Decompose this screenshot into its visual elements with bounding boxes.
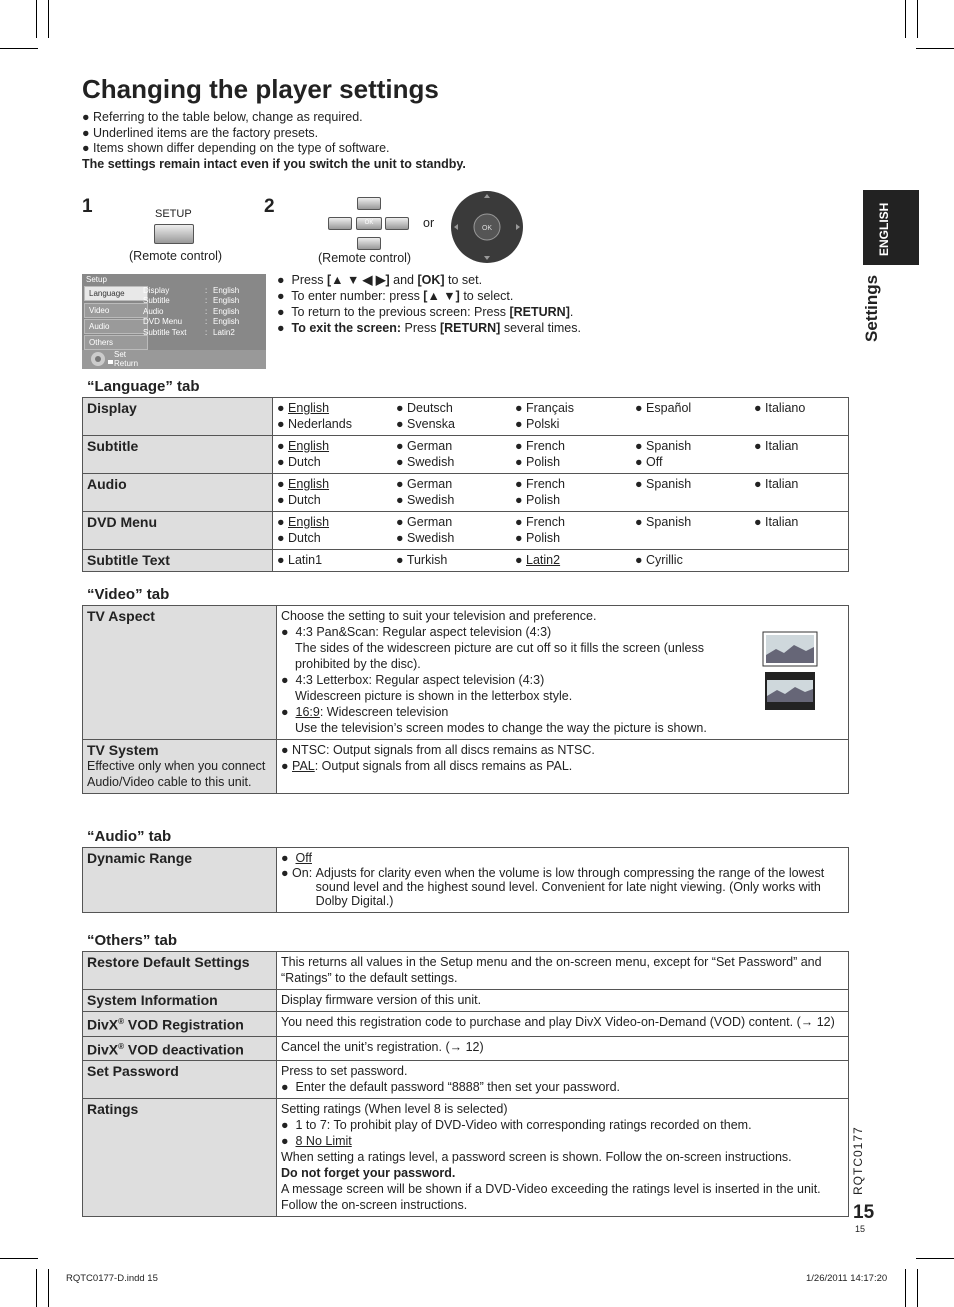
option-text: ● NTSC: Output signals from all discs remains as NTSC. [281, 742, 844, 758]
osd-key: Audio [143, 306, 164, 316]
setting-desc: Press to set password. ● Enter the default password “8888” then set your password. [277, 1061, 849, 1099]
remote-caption: (Remote control) [129, 249, 223, 263]
option-item: ● Dutch [277, 531, 321, 545]
option-desc: Widescreen picture is shown in the letterbox style. [295, 689, 573, 703]
remote-caption: (Remote control) [318, 251, 412, 265]
option-item: ● English [277, 515, 330, 529]
ok-button-illustration: OK [356, 217, 382, 230]
crop-mark [0, 48, 38, 49]
crop-mark [905, 1269, 906, 1307]
option-item: ● Polish [515, 531, 561, 545]
crop-mark [917, 0, 918, 38]
or-text: or [423, 216, 435, 230]
setting-options [273, 436, 849, 474]
option-item: ● English [277, 401, 330, 415]
setting-name: Dynamic Range [83, 848, 277, 913]
setting-name: DVD Menu [83, 512, 273, 550]
language-side-tab: ENGLISH [863, 190, 919, 265]
osd-key: Display [143, 286, 170, 295]
option-item: ● Latin1 [277, 553, 323, 567]
osd-header: Setup [86, 275, 107, 284]
osd-key: Subtitle [143, 296, 170, 306]
setting-desc: You need this registration code to purchase and play DivX Video-on-Demand (VOD) content. (→ 12) [277, 1012, 849, 1037]
letterbox-tv-icon [765, 672, 815, 710]
table-row [83, 990, 849, 1012]
table-row [83, 952, 849, 990]
intro-bullet: ● Underlined items are the factory presets. [82, 126, 466, 142]
table-row [83, 474, 849, 512]
option-item: ● Svenska [396, 417, 455, 431]
instructions [277, 272, 581, 336]
video-table [82, 605, 849, 794]
table-row [83, 1012, 849, 1037]
option-text: ● 4:3 Pan&Scan: Regular aspect television (4:3) [281, 625, 552, 639]
osd-value: English [213, 286, 240, 295]
setup-button-illustration [154, 224, 194, 244]
step-number: 1 [82, 196, 93, 217]
setting-name: Display [83, 398, 273, 436]
option-item: ● French [515, 439, 565, 453]
option-item: ● Spanish [635, 515, 692, 529]
osd-colon: : [205, 327, 208, 337]
osd-menu-item: Language [84, 286, 148, 301]
arrow-down-icon [357, 237, 381, 250]
option-text: ● 16:9: Widescreen television [281, 705, 449, 719]
osd-row [143, 307, 263, 317]
setting-desc: Display firmware version of this unit. [277, 990, 849, 1012]
footer-date: 1/26/2011 14:17:20 [806, 1273, 888, 1284]
audio-table [82, 847, 849, 913]
language-table [82, 397, 849, 572]
osd-row [143, 317, 263, 327]
option-item: ● French [515, 515, 565, 529]
return-icon [108, 360, 113, 364]
crop-mark [916, 1258, 954, 1259]
option-item: ● Polish [515, 493, 561, 507]
table-row [83, 398, 849, 436]
option-item: ● English [277, 477, 330, 491]
setup-label: SETUP [155, 208, 192, 220]
setup-menu-screenshot [82, 274, 266, 369]
setting-name: TV System Effective only when you connect Audio/Video cable to this unit. [83, 740, 277, 794]
intro-bullet: ● Items shown differ depending on the type of software. [82, 141, 466, 157]
osd-colon: : [205, 306, 208, 316]
intro-bullet: ● Referring to the table below, change as required. [82, 110, 466, 126]
setting-name: Subtitle [83, 436, 273, 474]
section-side-label: Settings [862, 274, 881, 342]
crop-mark [0, 1258, 38, 1259]
setting-options [277, 606, 849, 740]
setting-desc: This returns all values in the Setup menu and the on-screen menu, except for “Set Password” and “Ratings” to the default settings. [277, 952, 849, 990]
instruction-item: ● Press [▲ ▼ ◀ ▶] and [OK] to set. [277, 273, 483, 287]
setting-options [273, 398, 849, 436]
arrow-left-icon [328, 217, 352, 230]
setting-options [273, 474, 849, 512]
osd-menu-item: Video [84, 303, 148, 318]
crop-mark [916, 48, 954, 49]
others-table [82, 951, 849, 1217]
option-item: ● Italian [754, 477, 799, 491]
osd-value: English [213, 317, 240, 327]
option-item: ● German [396, 515, 453, 529]
table-row [83, 1036, 849, 1061]
crop-mark [48, 1269, 49, 1307]
setting-name: DivX® VOD deactivation [83, 1036, 277, 1061]
setting-desc: Cancel the unit’s registration. (→ 12) [277, 1036, 849, 1061]
option-item: ● Off [635, 455, 663, 469]
option-text: Choose the setting to suit your television and preference. [281, 609, 597, 623]
option-item: ● Italian [754, 515, 799, 529]
setting-name: System Information [83, 990, 277, 1012]
option-desc: The sides of the widescreen picture are cut off so it fills the screen (unless prohibited by the disc). [295, 641, 704, 671]
crop-mark [36, 1269, 37, 1307]
option-text: ● Off [281, 851, 312, 865]
table-row [83, 1099, 849, 1217]
setting-name: DivX® VOD Registration [83, 1012, 277, 1037]
pan-scan-tv-icon [762, 631, 818, 667]
osd-key: DVD Menu [143, 317, 183, 327]
option-item: ● Spanish [635, 477, 692, 491]
osd-return: Return [114, 359, 139, 368]
option-item: ● Polish [515, 455, 561, 469]
osd-row [143, 286, 263, 296]
osd-value: Latin2 [213, 327, 235, 337]
option-desc: Use the television’s screen modes to change the way the picture is shown. [295, 721, 707, 735]
table-row [83, 512, 849, 550]
footer-file: RQTC0177-D.indd 15 [66, 1273, 158, 1284]
dial-ok-label: OK [481, 225, 493, 232]
instruction-item: ● To exit the screen: Press [RETURN] several times. [277, 321, 581, 335]
step-number: 2 [264, 196, 275, 217]
option-item: ● Italiano [754, 401, 806, 415]
arrow-up-icon [357, 197, 381, 210]
setting-options [277, 848, 849, 913]
osd-menu-item: Audio [84, 319, 148, 334]
setting-name: Audio [83, 474, 273, 512]
osd-value: English [213, 306, 240, 316]
option-item: ● Français [515, 401, 574, 415]
option-text: ● 4:3 Letterbox: Regular aspect television (4:3) [281, 673, 545, 687]
table-row [83, 606, 849, 740]
osd-row [143, 296, 263, 306]
instruction-item: ● To return to the previous screen: Press [RETURN]. [277, 305, 574, 319]
option-item: ● German [396, 477, 453, 491]
option-item: ● Swedish [396, 455, 455, 469]
model-code: RQTC0177 [851, 1126, 865, 1195]
osd-colon: : [205, 286, 208, 295]
osd-value: English [213, 296, 240, 306]
setting-name: Subtitle Text [83, 550, 273, 572]
page-number-small: 15 [855, 1224, 866, 1234]
osd-colon: : [205, 296, 208, 306]
option-item: ● Dutch [277, 493, 321, 507]
table-row [83, 436, 849, 474]
option-item: ● Italian [754, 439, 799, 453]
setting-options [273, 550, 849, 572]
arrow-right-icon [385, 217, 409, 230]
crop-mark [48, 0, 49, 38]
others-tab-title: “Others” tab [87, 932, 178, 949]
option-text: ● On: Adjusts for clarity even when the volume is low through compressing the range of the lowest sound level and the highest sound level. Convenient for late night viewing. (Only works with Dolby Digital.) [281, 866, 825, 908]
option-item: ● English [277, 439, 330, 453]
page-title: Changing the player settings [82, 74, 439, 104]
option-item: ● Cyrillic [635, 553, 683, 567]
osd-colon: : [205, 317, 208, 327]
option-item: ● Turkish [396, 553, 448, 567]
option-item: ● Español [635, 401, 692, 415]
option-item: ● French [515, 477, 565, 491]
setting-name: TV Aspect [83, 606, 277, 740]
option-item: ● Nederlands [277, 417, 352, 431]
option-text: ● PAL: Output signals from all discs remains as PAL. [281, 758, 844, 774]
video-tab-title: “Video” tab [87, 586, 170, 603]
osd-panel [143, 286, 263, 348]
instruction-item: ● To enter number: press [▲ ▼] to select. [277, 289, 514, 303]
setting-name: Restore Default Settings [83, 952, 277, 990]
option-item: ● Swedish [396, 531, 455, 545]
table-row [83, 550, 849, 572]
setting-options [273, 512, 849, 550]
setting-desc: Setting ratings (When level 8 is selected) ● 1 to 7: To prohibit play of DVD-Video with corresponding ratings recorded on them. ● 8 No Limit When setting a ratings level, a password screen is shown. Follow the on-screen instructions. Do not forget your password. A message screen will be shown if a DVD-Video exceeding the ratings level is inserted in the unit. Follow the on-screen instructions. [277, 1099, 849, 1217]
option-item: ● Swedish [396, 493, 455, 507]
intro-note: The settings remain intact even if you switch the unit to standby. [82, 156, 466, 171]
language-tab-title: “Language” tab [87, 378, 200, 395]
dial-icon [90, 351, 106, 367]
table-row [83, 848, 849, 913]
option-item: ● Spanish [635, 439, 692, 453]
table-row [83, 740, 849, 794]
crop-mark [36, 0, 37, 38]
intro-list [82, 110, 466, 172]
setting-name: Set Password [83, 1061, 277, 1099]
option-item: ● Latin2 [515, 553, 561, 567]
jog-dial-icon [449, 190, 525, 264]
option-item: ● Deutsch [396, 401, 453, 415]
option-item: ● Dutch [277, 455, 321, 469]
setting-name: Ratings [83, 1099, 277, 1217]
page-number: 15 [853, 1202, 875, 1223]
table-row [83, 1061, 849, 1099]
setting-options [277, 740, 849, 794]
crop-mark [917, 1269, 918, 1307]
option-item: ● German [396, 439, 453, 453]
osd-menu-item: Others [84, 335, 148, 350]
osd-key: Subtitle Text [143, 327, 187, 337]
osd-row [143, 328, 263, 338]
option-item: ● Polski [515, 417, 560, 431]
crop-mark [905, 0, 906, 38]
audio-tab-title: “Audio” tab [87, 828, 172, 845]
osd-set: Set [114, 350, 127, 359]
